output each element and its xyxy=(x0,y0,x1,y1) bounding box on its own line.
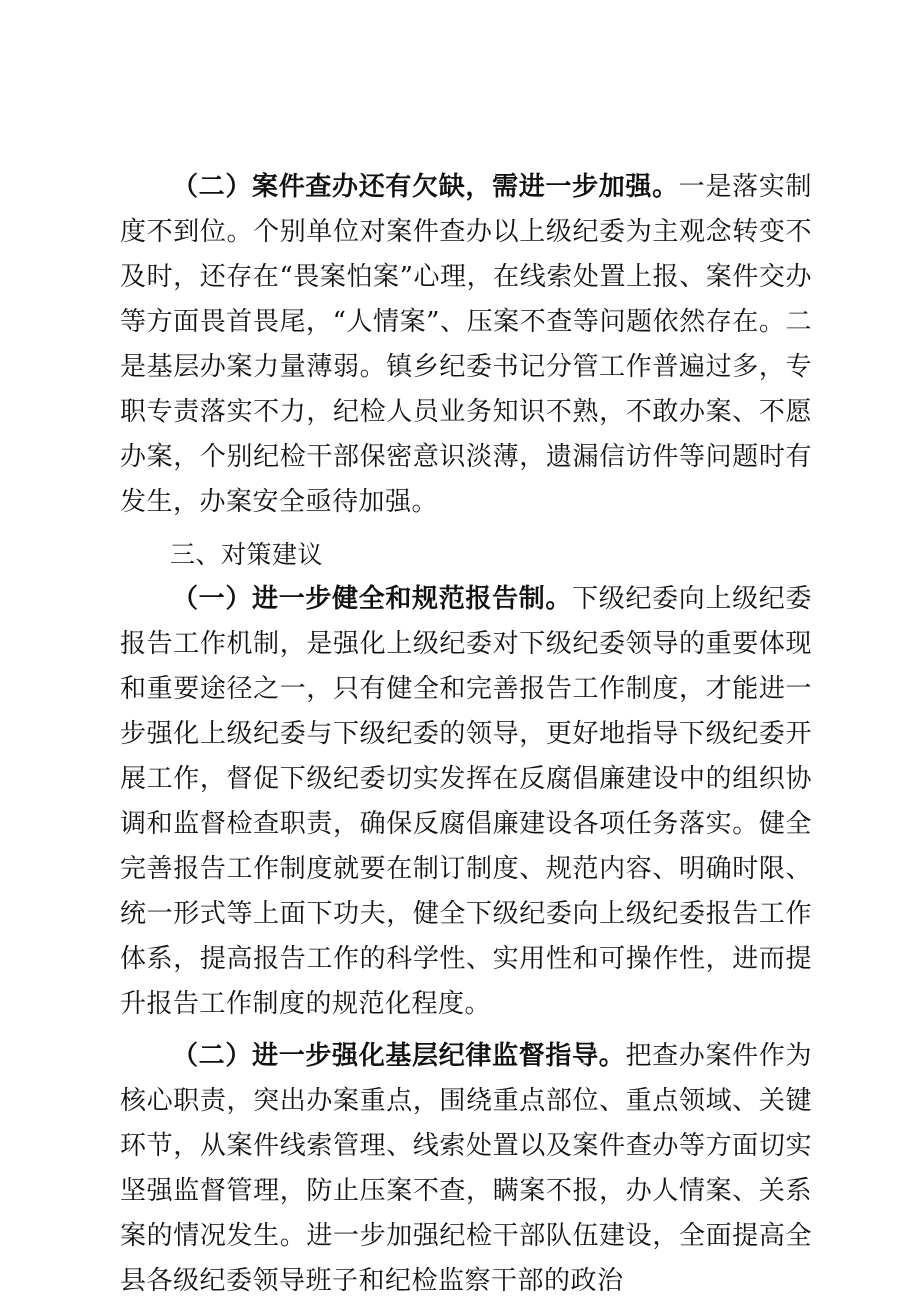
paragraph-lead-title: （二）案件查办还有欠缺，需进一步加强。 xyxy=(172,172,679,202)
paragraph-lead-title: （一）进一步健全和规范报告制。 xyxy=(172,584,573,614)
paragraph-body-text: 下级纪委向上级纪委报告工作机制，是强化上级纪委对下级纪委领导的重要体现和重要途径之一，只有健全和完善报告工作制度，才能进一步强化上级纪委与下级纪委的领导，更好地指导下级纪委开展工作，督促下级纪委切实发挥在反腐倡廉建设中的组织协调和监督检查职责，确保反腐倡廉建设各项任务落实。健全完善报告工作制度就要在制订制度、规范内容、明确时限、统一形式等上面下功夫，健全下级纪委向上级纪委报告工作体系，提高报告工作的科学性、实用性和可操作性，进而提升报告工作制度的规范化程度。 xyxy=(120,584,812,1019)
section-heading: 三、对策建议 xyxy=(170,540,324,569)
paragraph-body-text: 把查办案件作为核心职责，突出办案重点，围绕重点部位、重点领域、关键环节，从案件线索管理、线索处置以及案件查办等方面切实坚强监督管理，防止压案不查，瞒案不报，办人情案、关系案的情况发生。进一步加强纪检干部队伍建设，全面提高全县各级纪委领导班子和纪检监察干部的政治 xyxy=(120,1041,812,1296)
paragraph-grassroots-supervision xyxy=(120,1034,812,1304)
paragraph-case-handling xyxy=(120,165,812,525)
paragraph-reporting-system xyxy=(120,577,812,1027)
paragraph-body-text: 一是落实制度不到位。个别单位对案件查办以上级纪委为主观念转变不及时，还存在“畏案怕案”心理，在线索处置上报、案件交办等方面畏首畏尾，“人情案”、压案不查等问题依然存在。二是基层办案力量薄弱。镇乡纪委书记分管工作普遍过多，专职专责落实不力，纪检人员业务知识不熟，不敢办案、不愿办案，个别纪检干部保密意识淡薄，遗漏信访件等问题时有发生，办案安全亟待加强。 xyxy=(120,172,812,517)
document-body xyxy=(120,165,812,1304)
paragraph-lead-title: （二）进一步强化基层纪律监督指导。 xyxy=(172,1041,626,1071)
